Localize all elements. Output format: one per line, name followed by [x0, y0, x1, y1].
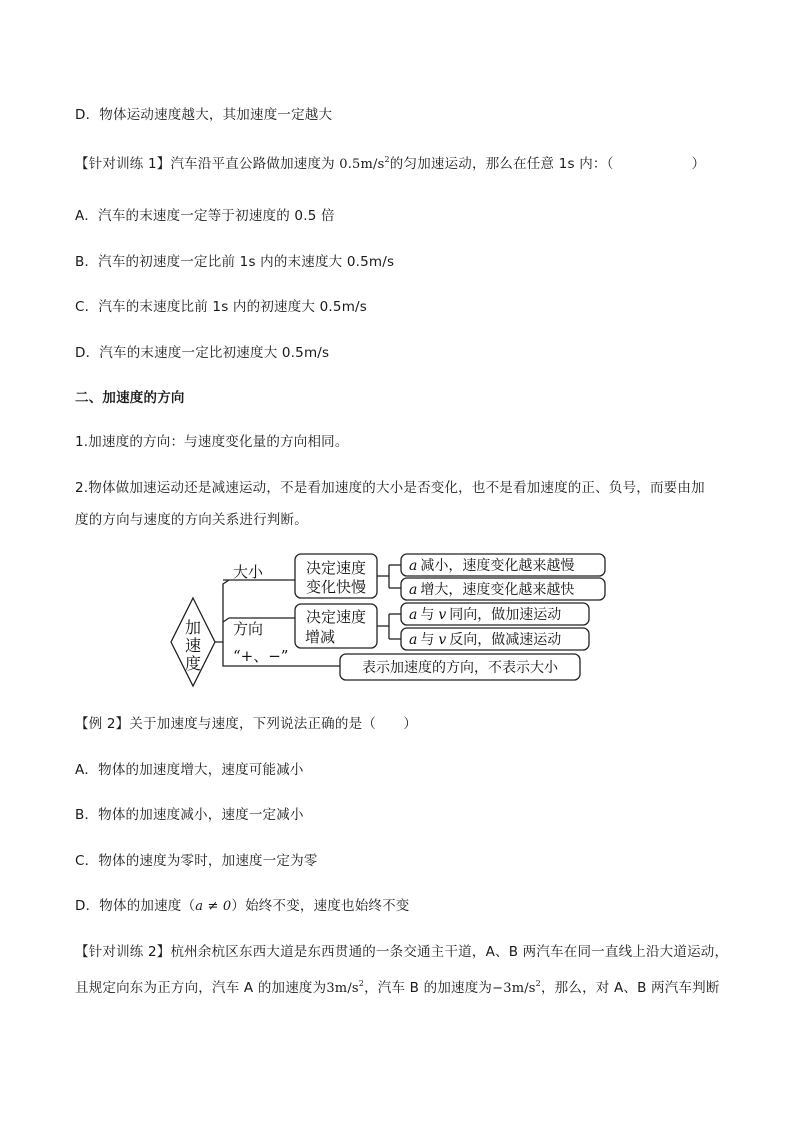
example2-option-a: A．物体的加速度增大，速度可能减小 — [75, 762, 304, 778]
paragraph-2-line2: 度的方向与速度的方向关系进行判断。 — [75, 512, 308, 528]
root-char-2: 速 — [184, 636, 202, 655]
root-char-3: 度 — [184, 654, 202, 673]
example2-option-d: D．物体的加速度（a ≠ 0）始终不变，速度也始终不变 — [75, 898, 410, 914]
training1-stem-b: 的匀加速运动，那么在任意 1s 内：（ — [389, 156, 614, 172]
branch-size-label: 大小 — [233, 563, 264, 581]
box-direction-line1: 决定速度 — [305, 608, 367, 626]
leaf-sign-text: 表示加速度的方向，不表示大小 — [362, 660, 558, 676]
trunk-line — [215, 580, 229, 642]
branch-sign-label: “+、−” — [233, 647, 289, 665]
example2-option-b: B．物体的加速度减小，速度一定减小 — [75, 807, 304, 823]
training1-accel: $0.5m/s^2$ — [339, 155, 390, 172]
example2-stem: 【例 2】关于加速度与速度，下列说法正确的是（ ） — [75, 716, 418, 732]
box-size-line2: 变化快慢 — [305, 578, 367, 596]
accel-a-value: $3m/s^2$ — [326, 979, 365, 996]
training1-option-d: D．汽车的末速度一定比初速度大 0.5m/s — [75, 345, 330, 361]
accel-b-value: $-3m/s^2$ — [492, 979, 541, 996]
leaf-3-text: a 与 v 同向，做加速运动 — [409, 607, 562, 623]
training1-option-a: A．汽车的末速度一定等于初速度的 0.5 倍 — [75, 208, 335, 224]
leaf-1-text: a 减小，速度变化越来越慢 — [409, 558, 575, 574]
root-char-1: 加 — [184, 618, 202, 637]
box-size-line1: 决定速度 — [305, 559, 367, 577]
section-title: 二、加速度的方向 — [75, 390, 185, 406]
training1-option-c: C．汽车的末速度比前 1s 内的初速度大 0.5m/s — [75, 299, 368, 315]
acceleration-concept-diagram — [165, 550, 625, 690]
training1-tag: 【针对训练 1】 — [75, 156, 171, 172]
box-direction-line2: 增减 — [305, 628, 336, 646]
nonzero-condition: a ≠ 0 — [195, 899, 232, 914]
leaf-4-text: a 与 v 反向，做减速运动 — [409, 632, 562, 648]
example2-option-c: C．物体的速度为零时，加速度一定为零 — [75, 853, 318, 869]
paragraph-1: 1.加速度的方向：与速度变化量的方向相同。 — [75, 434, 349, 450]
paragraph-2-line1: 2.物体做加速运动还是减速运动，不是看加速度的大小是否变化，也不是看加速度的正、负号，而要由加 — [75, 480, 705, 496]
leaf-2-text: a 增大，速度变化越来越快 — [409, 582, 575, 598]
option-d-q1: D．物体运动速度越大，其加速度一定越大 — [75, 107, 333, 123]
training1-option-b: B．汽车的初速度一定比前 1s 内的末速度大 0.5m/s — [75, 254, 395, 270]
branch-direction-label: 方向 — [233, 620, 264, 638]
training2-line1: 【针对训练 2】杭州余杭区东西大道是东西贯通的一条交通主干道，A、B 两汽车在同一直线上沿大道运动， — [75, 944, 729, 960]
training1-close: ） — [691, 156, 706, 172]
training1-stem — [75, 152, 705, 172]
training2-line2: 且规定向东为正方向，汽车 A 的加速度为$3m/s^2$，汽车 B 的加速度为$-3m/s^2$，那么，对 A、B 两汽车判断 — [75, 979, 720, 996]
training1-stem-a: 汽车沿平直公路做加速度为 — [170, 156, 335, 172]
